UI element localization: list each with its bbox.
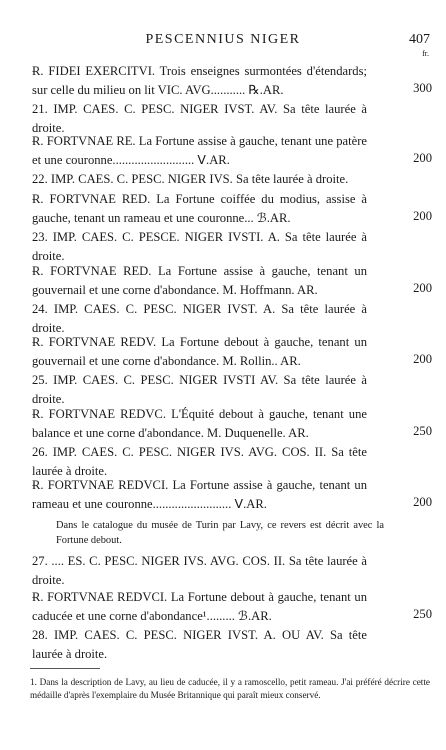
price-unit-label: fr. xyxy=(422,49,429,58)
running-title: PESCENNIUS NIGER xyxy=(145,32,301,47)
entry-reverse: Ɍ. FORTVNAE RE. La Fortune assise à gauche, tenant une patère et une couronne.......................... Ⅴ.AR. xyxy=(32,134,367,167)
entry-reverse: Ɍ. FIDEI EXERCITVI. Trois enseignes surmontées d'étendards; sur celle du milieu on lit VIC. AVG........... ℞.AR. xyxy=(32,64,367,97)
entry-obverse: 23. IMP. CAES. C. PESCE. NIGER IVSTI. A. Sa tête laurée à droite. xyxy=(32,230,367,263)
page-header xyxy=(0,32,446,58)
entry-reverse: Ɍ. FORTVNAE REDVCI. La Fortune assise à gauche, tenant un rameau et une couronne......................... Ⅴ.AR. xyxy=(32,478,367,511)
entry-price: 300 xyxy=(413,81,432,95)
entry-obverse: 28. IMP. CAES. C. PESC. NIGER IVST. A. OU AV. Sa tête laurée à droite. xyxy=(32,628,367,661)
entry-reverse: Ɍ. FORTVNAE REDVCI. La Fortune debout à gauche, tenant un caducée et une corne d'abondance¹......... ℬ.AR. xyxy=(32,590,367,623)
entry-obverse: 26. IMP. CAES. C. PESC. NIGER IVS. AVG. COS. II. Sa tête laurée à droite. xyxy=(32,445,367,478)
entry-obverse: 21. IMP. CAES. C. PESC. NIGER IVST. AV. Sa tête laurée à droite. xyxy=(32,102,367,135)
entry-reverse: Ɍ. FORTVNAE REDV. La Fortune debout à gauche, tenant un gouvernail et une corne d'abondance. M. Rollin.. AR. xyxy=(32,335,367,368)
footnote-rule xyxy=(30,668,100,669)
entry-obverse: 25. IMP. CAES. C. PESC. NIGER IVSTI AV. Sa tête laurée à droite. xyxy=(32,373,367,406)
entry-price: 200 xyxy=(413,495,432,509)
entry-price: 200 xyxy=(413,209,432,223)
entry-obverse: 22. IMP. CAES. C. PESC. NIGER IVS. Sa tête laurée à droite. xyxy=(32,172,349,186)
entry-price: 200 xyxy=(413,281,432,295)
entry-reverse: Ɍ. FORTVNAE RED. La Fortune assise à gauche, tenant un gouvernail et une corne d'abondance. M. Hoffmann. AR. xyxy=(32,264,367,297)
entry-price: 250 xyxy=(413,424,432,438)
footnote: 1. Dans la description de Lavy, au lieu de caducée, il y a ramoscello, petit rameau. J'ai préféré décrire cette médaille d'après l'exemplaire du Musée Britannique qui paraît mieux conservé. xyxy=(30,677,430,700)
entry-reverse: Ɍ. FORTVNAE REDVC. L'Équité debout à gauche, tenant une balance et une corne d'abondance. M. Duquenelle. AR. xyxy=(32,407,367,440)
entry-obverse: 24. IMP. CAES. C. PESC. NIGER IVST. A. Sa tête laurée à droite. xyxy=(32,302,367,335)
catalogue-note: Dans le catalogue du musée de Turin par Lavy, ce revers est décrit avec la Fortune debout. xyxy=(56,520,384,546)
entry-price: 200 xyxy=(413,151,432,165)
entry-price: 250 xyxy=(413,607,432,621)
entry-obverse: 27. .... ES. C. PESC. NIGER IVS. AVG. COS. II. Sa tête laurée à droite. xyxy=(32,554,367,587)
entry-reverse: Ɍ. FORTVNAE RED. La Fortune coiffée du modius, assise à gauche, tenant un rameau et une couronne... ℬ.AR. xyxy=(32,192,367,225)
entry-price: 200 xyxy=(413,352,432,366)
page-number: 407 xyxy=(409,32,430,47)
